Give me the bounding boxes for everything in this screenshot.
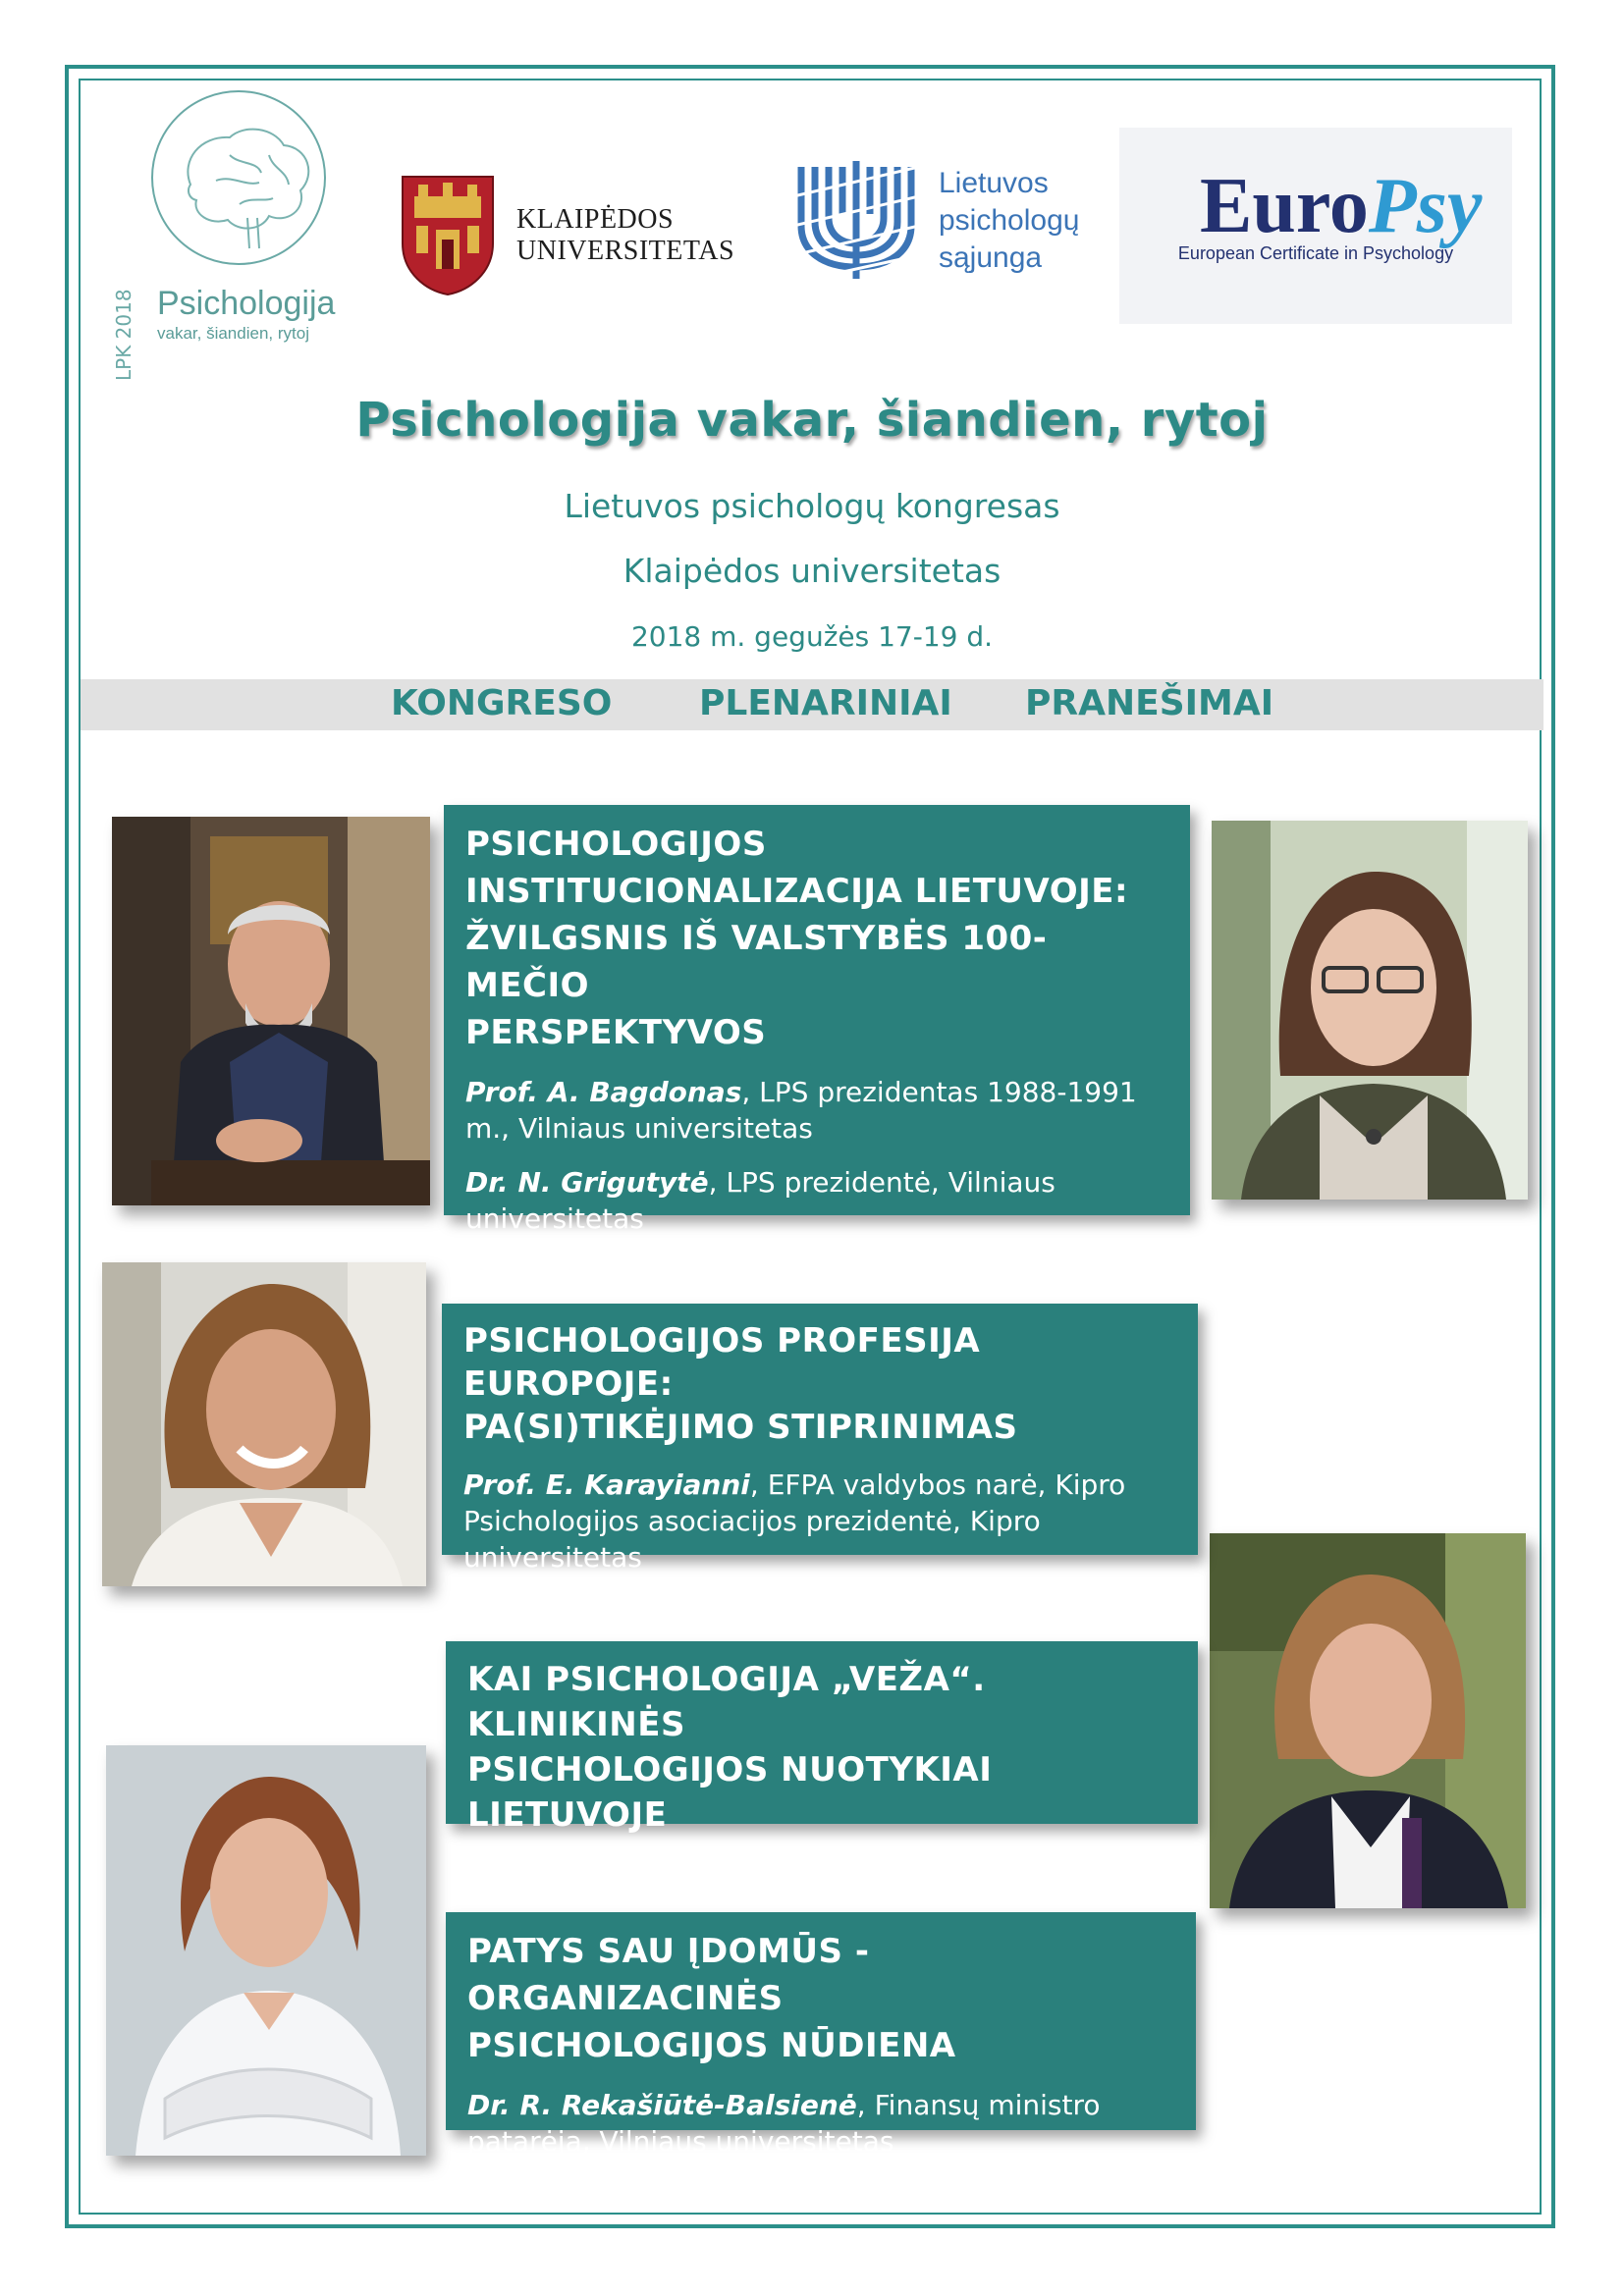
talk-4-title-line: PSICHOLOGIJOS NŪDIENA: [467, 2026, 956, 2065]
speaker-affiliation: , LPS prezidentas 1988-1991 m., Vilniaus universitetas: [465, 1076, 1137, 1145]
speaker-affiliation: , LPS prezidentė, Vilniaus universitetas: [465, 1166, 1056, 1235]
talk-card-4: [446, 1912, 1196, 2158]
talk-3-title-line: KAI PSICHOLOGIJA „VEŽA“. KLINIKINĖS: [467, 1660, 986, 1744]
talk-4-speaker-1: [467, 2087, 1174, 2160]
talk-4-title-line: PATYS SAU ĮDOMŪS - ORGANIZACINĖS: [467, 1932, 870, 2018]
lps-name: [939, 165, 1079, 277]
band-word-pranesimai: PRANEŠIMAI: [1025, 683, 1274, 723]
portrait-man-image: [112, 817, 430, 1205]
talk-1-title-line: INSTITUCIONALIZACIJA LIETUVOJE:: [465, 872, 1129, 911]
speaker-photo-bagdonas: [112, 817, 430, 1205]
speaker-name: Dr. N. Grigutytė: [465, 1166, 709, 1199]
talk-card-2: [442, 1304, 1198, 1574]
section-band: [81, 679, 1543, 730]
talk-2-title-line: PA(SI)TIKĖJIMO STIPRINIMAS: [463, 1408, 1018, 1447]
shield-icon: [401, 175, 495, 296]
psi-icon: [793, 157, 919, 283]
europsy-wordmark: [1200, 163, 1483, 249]
lps-line3: sąjunga: [939, 241, 1043, 274]
talk-2-speaker-1: [463, 1467, 1176, 1575]
talk-1-title: [465, 821, 1168, 1056]
speaker-photo-gailiene: [1210, 1533, 1526, 1908]
talk-1-speaker-1: [465, 1074, 1168, 1147]
talk-3-speaker-1: [467, 1855, 1176, 1892]
speaker-affiliation: , EFPA valdybos narė, Kipro Psichologijos asociacijos prezidentė, Kipro universitetas: [463, 1468, 1126, 1574]
speaker-name: Prof. D. Gailienė: [467, 1857, 719, 1890]
brain-icon: [171, 116, 318, 253]
talk-1-title-line: PERSPEKTYVOS: [465, 1013, 767, 1052]
lps-line1: Lietuvos: [939, 167, 1049, 199]
speaker-name: Prof. E. Karayianni: [463, 1468, 750, 1501]
portrait-woman-glasses-image: [1212, 821, 1528, 1200]
speaker-name: Dr. R. Rekašiūtė-Balsienė: [467, 2089, 857, 2121]
ku-line1: KLAIPĖDOS: [516, 204, 675, 235]
speaker-photo-grigutyte: [1212, 821, 1528, 1200]
speaker-affiliation: , Vilniaus universitetas: [718, 1857, 1031, 1890]
europsy-euro: Euro: [1200, 163, 1369, 249]
talk-card-3: [446, 1641, 1198, 1890]
lpk-year: LPK 2018: [112, 289, 135, 381]
speaker-affiliation: , Finansų ministro patarėja, Vilniaus universitetas: [467, 2089, 1101, 2158]
page-title: Psichologija vakar, šiandien, rytoj: [355, 393, 1269, 448]
speaker-photo-karayianni: [102, 1262, 426, 1586]
talk-card-1: [444, 805, 1190, 1235]
lps-line2: psichologų: [939, 204, 1080, 237]
ku-line2: UNIVERSITETAS: [516, 236, 735, 266]
portrait-older-woman-image: [1210, 1533, 1526, 1908]
talk-1-speaker-2: [465, 1164, 1168, 1237]
band-word-plenariniai: PLENARINIAI: [699, 683, 952, 723]
talk-2-title: [463, 1319, 1176, 1449]
event-date: 2018 m. gegužės 17-19 d.: [630, 620, 994, 653]
talk-1-title-line: PSICHOLOGIJOS: [465, 825, 767, 864]
portrait-woman-smiling-image: [102, 1262, 426, 1586]
speaker-photo-rekasiute-balsiene: [106, 1745, 426, 2156]
congress-name: Lietuvos psichologų kongresas: [564, 487, 1060, 525]
band-word-kongreso: KONGRESO: [391, 683, 613, 723]
lpk-tagline: vakar, šiandien, rytoj: [157, 324, 309, 343]
talk-1-title-line: ŽVILGSNIS IŠ VALSTYBĖS 100-MEČIO: [465, 919, 1048, 1005]
lpk-name: Psichologija: [157, 285, 336, 322]
lpk-2018-logo: [110, 86, 346, 381]
lietuvos-psichologu-sajunga-logo: [793, 157, 1117, 294]
talk-4-title: [467, 1928, 1174, 2069]
europsy-psy: Psy: [1368, 163, 1483, 249]
europsy-subtitle: European Certificate in Psychology: [1177, 243, 1454, 263]
klaipeda-university-logo: [401, 175, 754, 302]
portrait-woman-arms-crossed-image: [106, 1745, 426, 2156]
speaker-name: Prof. A. Bagdonas: [465, 1076, 742, 1108]
talk-3-title: [467, 1657, 1176, 1838]
talk-3-title-line: PSICHOLOGIJOS NUOTYKIAI LIETUVOJE: [467, 1750, 993, 1835]
venue: Klaipėdos universitetas: [623, 552, 1001, 590]
ku-name: [516, 204, 734, 267]
talk-2-title-line: PSICHOLOGIJOS PROFESIJA EUROPOJE:: [463, 1321, 981, 1404]
europsy-logo: [1119, 128, 1512, 324]
